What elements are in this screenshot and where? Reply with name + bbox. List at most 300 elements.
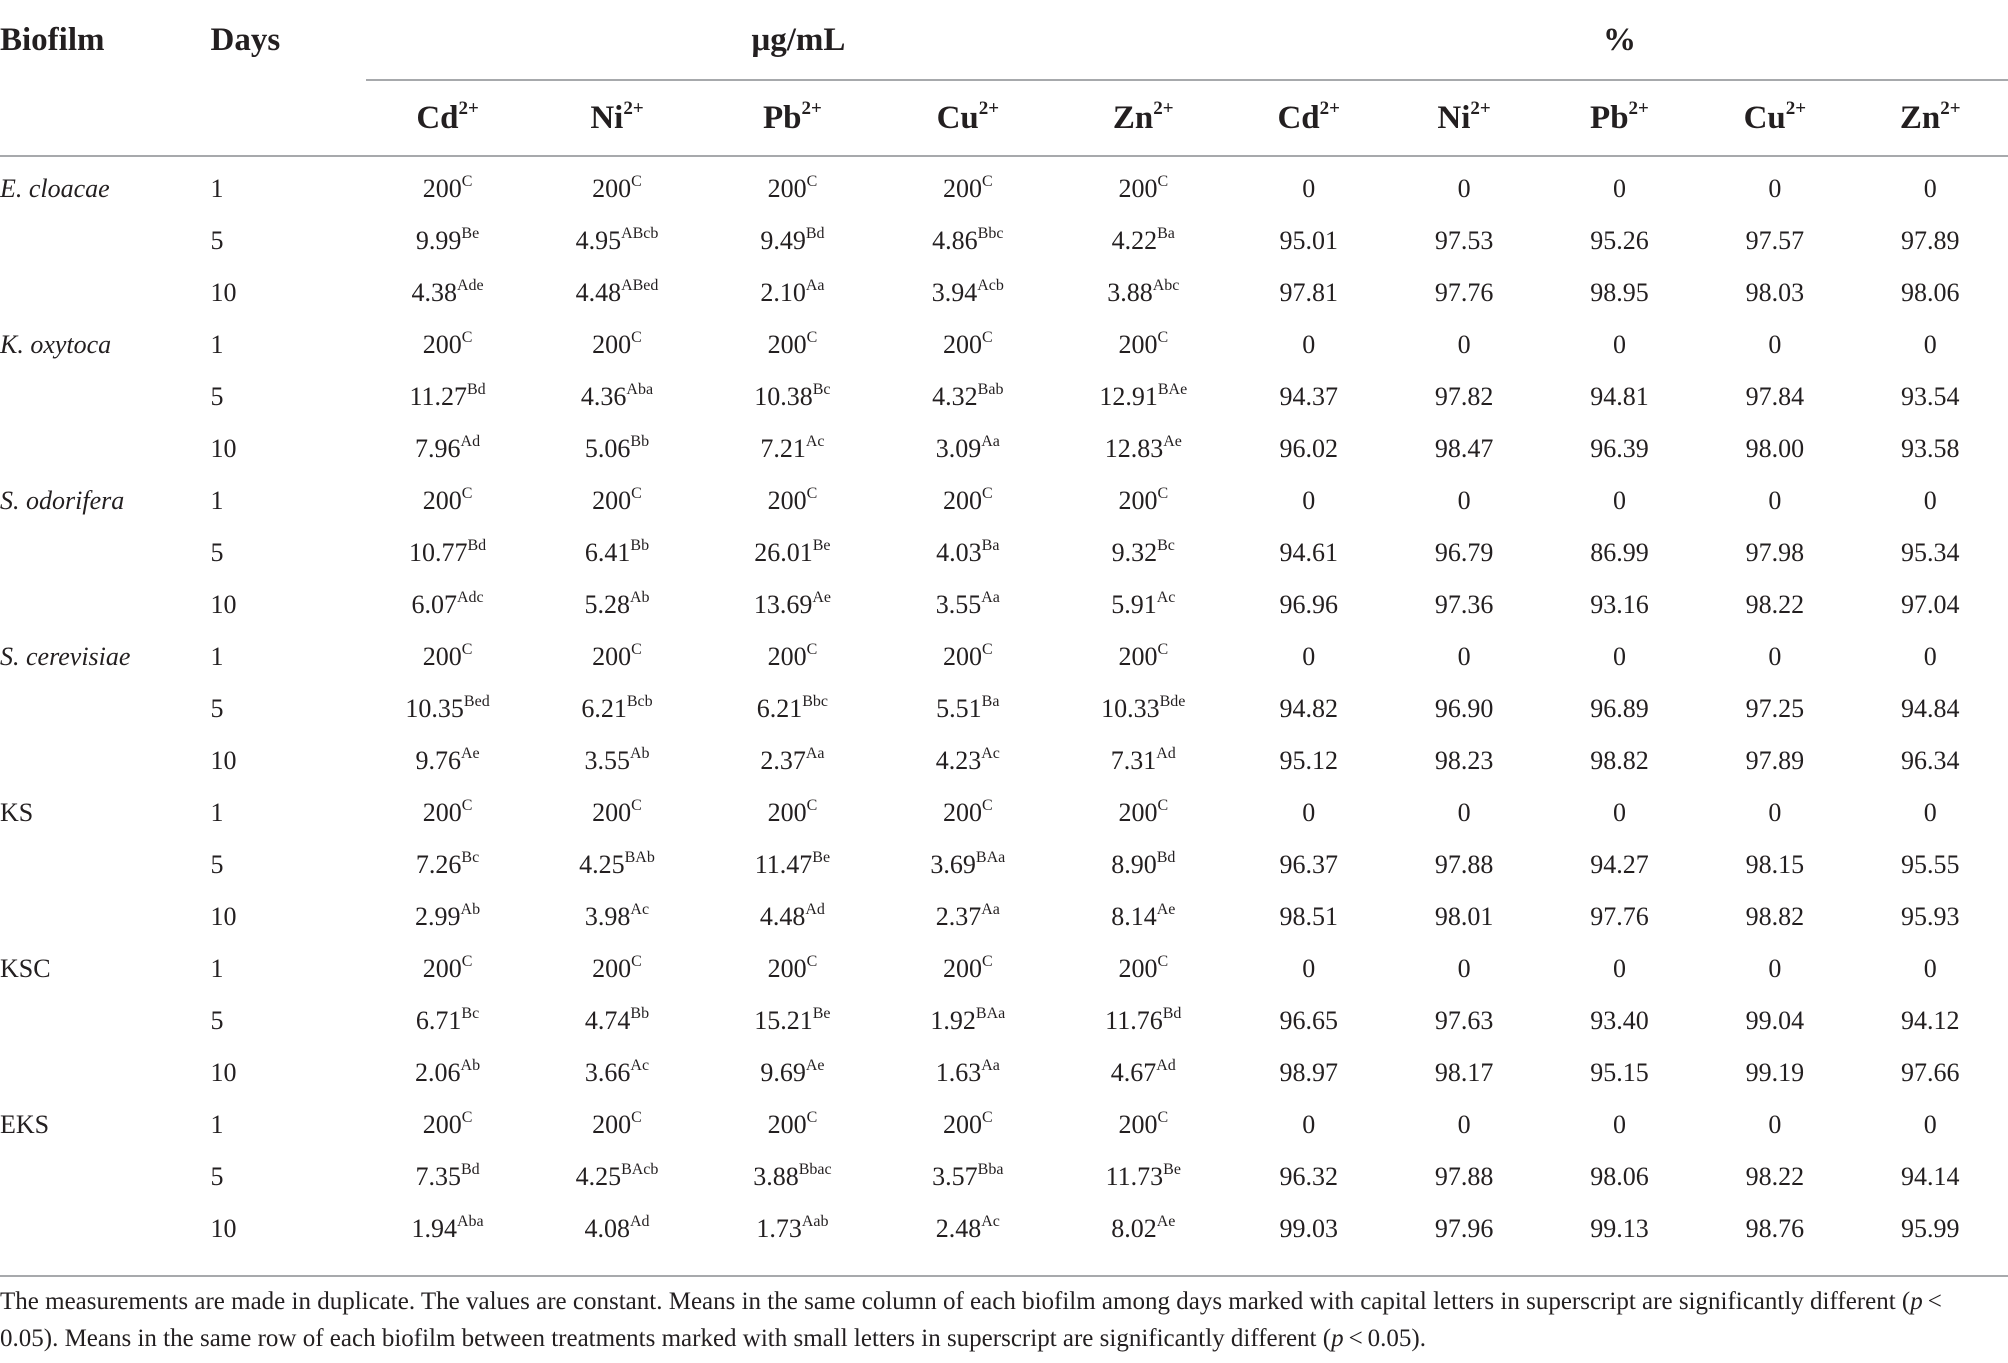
percent-cell: 94.84 xyxy=(1901,694,1960,723)
metal-symbol: Pb xyxy=(762,99,802,136)
percent-cell: 0 xyxy=(1768,642,1782,671)
concentration-cell xyxy=(880,891,1055,943)
significance-letters: C xyxy=(631,953,642,970)
percent-cell: 0 xyxy=(1612,486,1626,515)
concentration-value: 9.76 xyxy=(415,746,461,775)
table-row xyxy=(0,995,2008,1047)
concentration-cell xyxy=(1056,267,1231,319)
concentration-cell xyxy=(529,839,704,891)
concentration-cell xyxy=(1056,943,1231,995)
percent-cell: 97.04 xyxy=(1901,590,1960,619)
concentration-value: 8.90 xyxy=(1111,850,1157,879)
table-row xyxy=(0,839,2008,891)
concentration-cell xyxy=(880,475,1055,527)
concentration-cell xyxy=(705,267,880,319)
biofilm-cell xyxy=(0,735,211,787)
percent-cell: 96.89 xyxy=(1590,694,1649,723)
significance-letters: Ad xyxy=(460,433,481,450)
percent-cell: 96.96 xyxy=(1279,590,1338,619)
significance-letters: C xyxy=(981,173,993,190)
significance-letters: Bc xyxy=(1157,537,1175,554)
concentration-cell xyxy=(529,943,704,995)
percent-cell: 98.01 xyxy=(1434,902,1494,931)
concentration-cell xyxy=(1056,1099,1231,1151)
significance-letters: Be xyxy=(812,1005,831,1022)
concentration-cell xyxy=(880,215,1055,267)
percent-cell: 99.03 xyxy=(1279,1214,1338,1243)
concentration-value: 6.21 xyxy=(756,694,803,723)
significance-letters: Bbc xyxy=(977,225,1004,242)
concentration-value: 1.63 xyxy=(935,1058,982,1087)
concentration-cell xyxy=(1056,631,1231,683)
days-cell: 1 xyxy=(210,174,224,203)
concentration-cell xyxy=(1056,215,1231,267)
significance-letters: Ac xyxy=(630,1057,650,1074)
concentration-value: 12.83 xyxy=(1104,434,1164,463)
percent-cell: 97.82 xyxy=(1434,382,1494,411)
concentration-value: 200 xyxy=(767,486,807,515)
concentration-value: 200 xyxy=(767,1110,807,1139)
concentration-group-header xyxy=(366,0,1231,81)
percent-cell: 98.15 xyxy=(1745,850,1805,879)
concentration-value: 2.06 xyxy=(415,1058,461,1087)
significance-letters: Ab xyxy=(629,589,650,606)
significance-letters: Ac xyxy=(805,433,825,450)
concentration-cell xyxy=(1056,891,1231,943)
concentration-value: 7.31 xyxy=(1110,746,1157,775)
concentration-cell xyxy=(705,1151,880,1203)
concentration-value: 200 xyxy=(592,174,632,203)
percent-cell: 97.84 xyxy=(1745,382,1805,411)
metal-charge: 2+ xyxy=(623,97,644,119)
percent-cell: 96.90 xyxy=(1434,694,1494,723)
biofilm-cell xyxy=(0,371,211,423)
concentration-cell xyxy=(529,1099,704,1151)
metal-header-conc-ni xyxy=(529,81,704,156)
significance-letters: Be xyxy=(1163,1161,1181,1178)
concentration-value: 3.57 xyxy=(932,1162,978,1191)
days-cell: 10 xyxy=(210,434,237,463)
concentration-value: 10.33 xyxy=(1101,694,1160,723)
significance-letters: Bd xyxy=(1162,1005,1182,1022)
significance-letters: C xyxy=(461,953,473,970)
significance-letters: C xyxy=(1157,173,1169,190)
concentration-value: 2.37 xyxy=(760,746,806,775)
metal-header-pct-cd xyxy=(1231,81,1386,156)
percent-cell: 96.02 xyxy=(1279,434,1338,463)
percent-cell: 0 xyxy=(1302,642,1316,671)
concentration-value: 4.48 xyxy=(575,278,622,307)
metal-symbol: Zn xyxy=(1899,99,1941,136)
significance-letters: C xyxy=(1157,953,1169,970)
percent-cell: 94.81 xyxy=(1590,382,1649,411)
concentration-cell xyxy=(880,423,1055,475)
days-header: Days xyxy=(210,22,281,58)
percent-cell: 97.63 xyxy=(1434,1006,1494,1035)
metal-header-pct-ni xyxy=(1386,81,1541,156)
significance-letters: BAcb xyxy=(621,1161,659,1178)
significance-letters: Ad xyxy=(1156,1057,1176,1074)
biofilm-cell xyxy=(0,1047,211,1099)
concentration-cell xyxy=(880,156,1055,215)
concentration-cell xyxy=(366,1203,529,1255)
concentration-cell xyxy=(366,1151,529,1203)
percent-cell: 0 xyxy=(1612,798,1626,827)
concentration-cell xyxy=(529,319,704,371)
table-row xyxy=(0,319,2008,371)
concentration-value: 200 xyxy=(767,174,807,203)
percent-cell: 98.22 xyxy=(1745,590,1805,619)
footnote-text-3: < 0.05). xyxy=(1343,1325,1427,1352)
percent-cell: 95.01 xyxy=(1279,226,1338,255)
significance-letters: C xyxy=(461,797,473,814)
table-row xyxy=(0,267,2008,319)
concentration-value: 200 xyxy=(942,1110,982,1139)
significance-letters: Ad xyxy=(629,1213,650,1230)
concentration-cell xyxy=(880,995,1055,1047)
concentration-cell xyxy=(705,735,880,787)
days-cell: 5 xyxy=(210,382,224,411)
percent-cell: 98.00 xyxy=(1745,434,1805,463)
metal-header-conc-zn xyxy=(1056,81,1231,156)
concentration-value: 4.22 xyxy=(1111,226,1158,255)
concentration-cell xyxy=(705,891,880,943)
significance-letters: C xyxy=(461,485,473,502)
significance-letters: Bed xyxy=(463,693,490,710)
significance-letters: Ad xyxy=(1156,745,1176,762)
significance-letters: ABed xyxy=(621,277,659,294)
percent-cell: 98.51 xyxy=(1279,902,1338,931)
percent-cell: 98.82 xyxy=(1590,746,1649,775)
concentration-cell xyxy=(529,579,704,631)
days-cell: 1 xyxy=(210,954,224,983)
concentration-cell xyxy=(366,319,529,371)
significance-letters: Bd xyxy=(467,537,487,554)
concentration-value: 10.35 xyxy=(405,694,464,723)
percent-cell: 0 xyxy=(1457,954,1471,983)
concentration-value: 10.77 xyxy=(408,538,468,567)
table-row xyxy=(0,735,2008,787)
concentration-value: 1.94 xyxy=(411,1214,457,1243)
significance-letters: C xyxy=(631,329,642,346)
metal-charge: 2+ xyxy=(1785,97,1807,119)
concentration-value: 11.73 xyxy=(1105,1162,1164,1191)
concentration-value: 26.01 xyxy=(754,538,813,567)
metal-symbol: Cd xyxy=(1277,99,1320,136)
concentration-cell xyxy=(705,475,880,527)
percent-cell: 0 xyxy=(1768,486,1782,515)
concentration-cell xyxy=(880,579,1055,631)
concentration-cell xyxy=(529,891,704,943)
significance-letters: C xyxy=(1157,641,1169,658)
significance-letters: C xyxy=(1157,329,1169,346)
concentration-cell xyxy=(366,423,529,475)
significance-letters: Ba xyxy=(981,537,1000,554)
concentration-value: 4.25 xyxy=(575,1162,622,1191)
percent-cell: 95.99 xyxy=(1901,1214,1960,1243)
significance-letters: Ae xyxy=(1156,1213,1176,1230)
concentration-cell xyxy=(366,156,529,215)
percent-cell: 97.81 xyxy=(1279,278,1338,307)
concentration-value: 9.69 xyxy=(760,1058,806,1087)
table-row xyxy=(0,1047,2008,1099)
significance-letters: Bc xyxy=(812,381,831,398)
percent-cell: 0 xyxy=(1612,642,1626,671)
concentration-cell xyxy=(705,371,880,423)
significance-letters: Bc xyxy=(461,1005,480,1022)
concentration-value: 9.49 xyxy=(760,226,806,255)
concentration-value: 7.26 xyxy=(415,850,462,879)
percent-cell: 98.76 xyxy=(1745,1214,1805,1243)
concentration-cell xyxy=(880,1203,1055,1255)
concentration-value: 4.86 xyxy=(932,226,978,255)
percent-cell: 0 xyxy=(1923,798,1937,827)
percent-cell: 0 xyxy=(1768,798,1782,827)
concentration-cell xyxy=(1056,683,1231,735)
table-row xyxy=(0,1151,2008,1203)
percent-cell: 0 xyxy=(1457,798,1471,827)
concentration-value: 13.69 xyxy=(753,590,813,619)
significance-letters: C xyxy=(1157,485,1169,502)
biofilm-cell xyxy=(0,891,211,943)
percent-cell: 97.98 xyxy=(1745,538,1805,567)
percent-cell: 0 xyxy=(1923,486,1937,515)
concentration-cell xyxy=(705,1047,880,1099)
percent-cell: 0 xyxy=(1923,954,1937,983)
biofilm-cell: E. cloacae xyxy=(0,174,110,203)
concentration-value: 3.94 xyxy=(931,278,978,307)
percent-cell: 95.93 xyxy=(1901,902,1960,931)
footnote-text-2: < 0.05). Means in the same row of each biofilm between treatments marked with small letters in superscript are significantly different ( xyxy=(0,1288,1947,1352)
days-cell: 10 xyxy=(210,902,237,931)
significance-letters: Aab xyxy=(801,1213,829,1230)
concentration-value: 7.35 xyxy=(415,1162,461,1191)
concentration-value: 1.73 xyxy=(756,1214,802,1243)
significance-letters: Bb xyxy=(630,1005,650,1022)
footnote-text-1: The measurements are made in duplicate. The values are constant. Means in the same column of each biofilm among days marked with capital letters in superscript are significantly different ( xyxy=(0,1288,1911,1315)
concentration-cell xyxy=(705,995,880,1047)
percent-cell: 0 xyxy=(1302,954,1316,983)
significance-letters: Aba xyxy=(626,381,654,398)
significance-letters: C xyxy=(461,641,473,658)
significance-letters: Aa xyxy=(981,1057,1000,1074)
concentration-value: 4.23 xyxy=(935,746,982,775)
percent-group-label: % xyxy=(1603,22,1636,58)
concentration-value: 5.51 xyxy=(936,694,982,723)
footnote-p-symbol: p xyxy=(1910,1288,1923,1315)
concentration-value: 200 xyxy=(592,1110,632,1139)
table-body xyxy=(0,156,2008,1255)
significance-letters: C xyxy=(461,173,473,190)
concentration-value: 4.38 xyxy=(411,278,457,307)
header-blank xyxy=(0,81,211,156)
significance-letters: C xyxy=(631,641,642,658)
biofilm-cell xyxy=(0,683,211,735)
percent-cell: 95.15 xyxy=(1590,1058,1649,1087)
percent-cell: 0 xyxy=(1923,1110,1937,1139)
concentration-cell xyxy=(1056,787,1231,839)
concentration-cell xyxy=(705,156,880,215)
concentration-cell xyxy=(1056,156,1231,215)
percent-cell: 0 xyxy=(1302,1110,1316,1139)
concentration-value: 3.88 xyxy=(753,1162,799,1191)
metal-charge: 2+ xyxy=(1319,97,1340,119)
concentration-value: 5.28 xyxy=(584,590,630,619)
significance-letters: Ab xyxy=(460,901,481,918)
percent-cell: 97.88 xyxy=(1434,1162,1494,1191)
percent-cell: 0 xyxy=(1457,1110,1471,1139)
concentration-value: 200 xyxy=(422,330,462,359)
percent-cell: 95.12 xyxy=(1279,746,1338,775)
significance-letters: C xyxy=(981,1109,993,1126)
days-cell: 5 xyxy=(210,850,224,879)
footer-divider xyxy=(0,1275,2008,1277)
biofilm-cell xyxy=(0,267,211,319)
concentration-value: 200 xyxy=(942,798,982,827)
significance-letters: C xyxy=(1157,797,1169,814)
significance-letters: Ac xyxy=(981,745,1000,762)
significance-letters: C xyxy=(631,485,642,502)
metal-symbol: Cu xyxy=(1743,99,1786,136)
biofilm-cell xyxy=(0,839,211,891)
percent-group-header xyxy=(1231,0,2008,81)
percent-cell: 0 xyxy=(1612,330,1626,359)
table-row xyxy=(0,787,2008,839)
metal-symbol: Cd xyxy=(416,99,459,136)
concentration-value: 200 xyxy=(422,1110,462,1139)
concentration-value: 200 xyxy=(1118,954,1158,983)
biofilm-cell: KS xyxy=(0,798,34,827)
concentration-group-label: μg/mL xyxy=(751,22,846,58)
significance-letters: Bde xyxy=(1159,693,1186,710)
significance-letters: Ac xyxy=(981,1213,1000,1230)
concentration-value: 200 xyxy=(767,798,807,827)
concentration-cell xyxy=(1056,1047,1231,1099)
concentration-value: 9.99 xyxy=(415,226,462,255)
percent-cell: 99.19 xyxy=(1745,1058,1805,1087)
concentration-cell xyxy=(1056,1203,1231,1255)
concentration-value: 6.41 xyxy=(584,538,631,567)
percent-cell: 98.06 xyxy=(1901,278,1960,307)
days-cell: 1 xyxy=(210,798,224,827)
percent-cell: 96.34 xyxy=(1901,746,1960,775)
table-row xyxy=(0,527,2008,579)
percent-cell: 0 xyxy=(1612,954,1626,983)
concentration-value: 5.06 xyxy=(584,434,631,463)
percent-cell: 95.26 xyxy=(1590,226,1649,255)
concentration-value: 4.36 xyxy=(580,382,627,411)
percent-cell: 0 xyxy=(1302,798,1316,827)
concentration-value: 200 xyxy=(592,642,632,671)
concentration-cell xyxy=(705,1099,880,1151)
percent-cell: 96.79 xyxy=(1434,538,1494,567)
concentration-cell xyxy=(529,156,704,215)
concentration-value: 200 xyxy=(422,954,462,983)
metal-charge: 2+ xyxy=(1153,97,1174,119)
percent-cell: 93.58 xyxy=(1901,434,1960,463)
percent-cell: 0 xyxy=(1612,174,1626,203)
concentration-cell xyxy=(705,579,880,631)
significance-letters: C xyxy=(461,1109,473,1126)
significance-letters: Bc xyxy=(461,849,480,866)
metal-charge: 2+ xyxy=(801,97,822,119)
concentration-cell xyxy=(705,527,880,579)
concentration-value: 6.21 xyxy=(581,694,627,723)
significance-letters: Ab xyxy=(629,745,650,762)
significance-letters: Be xyxy=(812,537,831,554)
percent-cell: 98.47 xyxy=(1434,434,1494,463)
table-footnote xyxy=(0,1283,1980,1357)
concentration-value: 5.91 xyxy=(1111,590,1157,619)
significance-letters: C xyxy=(806,641,818,658)
concentration-cell xyxy=(366,527,529,579)
percent-cell: 97.96 xyxy=(1434,1214,1494,1243)
concentration-cell xyxy=(880,787,1055,839)
concentration-value: 6.07 xyxy=(411,590,457,619)
concentration-value: 200 xyxy=(592,486,632,515)
significance-letters: Bab xyxy=(977,381,1004,398)
percent-cell: 94.82 xyxy=(1279,694,1338,723)
days-cell: 10 xyxy=(210,1214,237,1243)
days-cell: 10 xyxy=(210,590,237,619)
table-row xyxy=(0,631,2008,683)
concentration-cell xyxy=(366,631,529,683)
significance-letters: Acb xyxy=(977,277,1004,294)
concentration-value: 4.03 xyxy=(936,538,982,567)
concentration-cell xyxy=(880,1151,1055,1203)
concentration-cell xyxy=(880,319,1055,371)
concentration-cell xyxy=(705,943,880,995)
percent-cell: 0 xyxy=(1302,330,1316,359)
concentration-cell xyxy=(366,995,529,1047)
concentration-value: 3.09 xyxy=(935,434,982,463)
percent-cell: 98.06 xyxy=(1590,1162,1649,1191)
concentration-value: 200 xyxy=(1118,1110,1158,1139)
significance-letters: C xyxy=(981,641,993,658)
metal-symbol: Ni xyxy=(590,99,624,136)
percent-cell: 98.22 xyxy=(1745,1162,1805,1191)
concentration-cell xyxy=(705,423,880,475)
concentration-cell xyxy=(1056,527,1231,579)
percent-cell: 98.95 xyxy=(1590,278,1649,307)
concentration-value: 11.27 xyxy=(409,382,467,411)
percent-cell: 95.55 xyxy=(1901,850,1960,879)
significance-letters: C xyxy=(1157,1109,1169,1126)
significance-letters: Bd xyxy=(467,381,486,398)
table-row xyxy=(0,579,2008,631)
concentration-cell xyxy=(1056,319,1231,371)
significance-letters: Bbc xyxy=(802,693,829,710)
significance-letters: Ab xyxy=(460,1057,481,1074)
metal-header-conc-pb xyxy=(705,81,880,156)
significance-letters: BAa xyxy=(975,849,1006,866)
concentration-value: 6.71 xyxy=(415,1006,462,1035)
days-cell: 5 xyxy=(210,1006,224,1035)
significance-letters: C xyxy=(981,329,993,346)
header-row-groups xyxy=(0,0,2008,81)
percent-cell: 98.17 xyxy=(1434,1058,1494,1087)
percent-cell: 96.32 xyxy=(1279,1162,1338,1191)
concentration-cell xyxy=(366,787,529,839)
concentration-value: 4.25 xyxy=(579,850,625,879)
concentration-value: 200 xyxy=(592,954,632,983)
percent-cell: 99.13 xyxy=(1590,1214,1649,1243)
percent-cell: 0 xyxy=(1768,1110,1782,1139)
percent-cell: 93.54 xyxy=(1901,382,1960,411)
percent-cell: 99.04 xyxy=(1745,1006,1805,1035)
significance-letters: Bcb xyxy=(626,693,653,710)
percent-cell: 96.39 xyxy=(1590,434,1649,463)
